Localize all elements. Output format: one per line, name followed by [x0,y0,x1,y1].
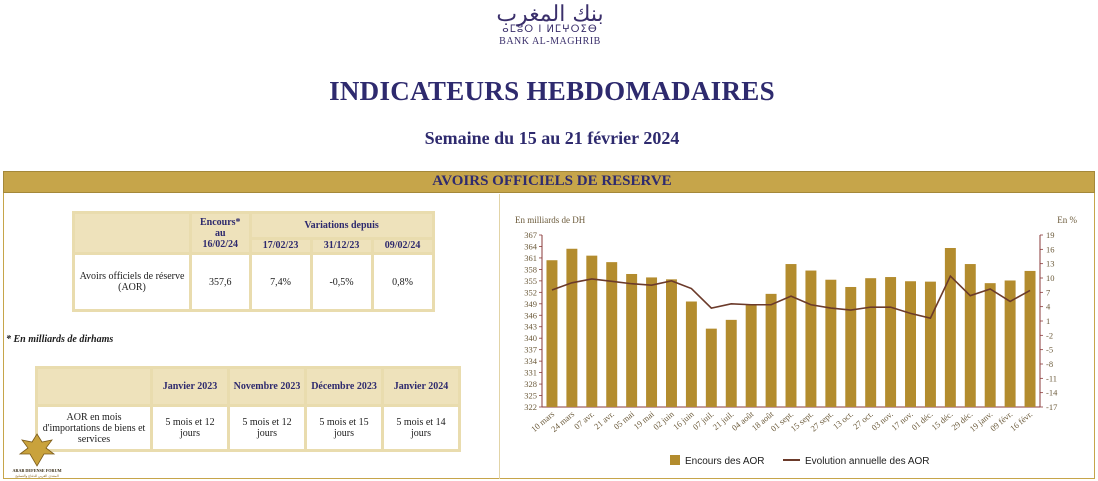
right-tick-label: -5 [1046,344,1054,355]
right-tick-label: 16 [1046,244,1055,255]
aor-table-corner [75,214,189,252]
page-subtitle: Semaine du 15 au 21 février 2024 [424,128,680,148]
left-tick-label: 325 [524,390,537,401]
legend-bar-label: Encours des AOR [685,456,765,467]
import-months-table [35,366,461,452]
right-tick-label: -14 [1046,387,1058,398]
right-tick-label: -17 [1046,402,1058,412]
legend-line-label: Evolution annuelle des AOR [805,456,930,467]
chart-bar [805,271,816,407]
section-divider [499,194,500,479]
import-months-value: 5 mois et 15 jours [307,407,381,449]
x-tick-label: 21 juil. [710,408,736,433]
period-header: Novembre 2023 [230,369,304,404]
chart-bar [566,249,577,407]
chart-bar [965,264,976,407]
left-tick-label: 355 [524,275,537,286]
x-tick-label: 19 janv. [967,408,995,434]
left-tick-label: 361 [524,252,537,263]
chart-bar [925,282,936,407]
x-tick-label: 16 juin [670,408,696,432]
x-tick-label: 03 nov. [869,408,895,433]
x-tick-label: 27 oct. [850,408,875,432]
left-tick-label: 337 [524,344,537,355]
logo-arabic: بنك المغرب [496,2,604,27]
chart-bar [686,302,697,407]
chart-bar [706,329,717,407]
eagle-icon [20,434,54,466]
x-tick-label: 02 juin [651,408,676,432]
encours-label: Encours* au [200,216,241,239]
right-tick-label: -11 [1046,373,1058,384]
variation-date: 17/02/23 [252,240,310,252]
period-header: Janvier 2024 [384,369,458,404]
left-tick-label: 358 [524,264,537,275]
chart-bar [1025,271,1036,407]
right-tick-label: 1 [1046,316,1051,326]
chart-bar [646,277,657,407]
chart-bar [885,277,896,407]
x-tick-label: 29 déc. [949,408,975,433]
variation-value: 0,8% [374,255,432,309]
encours-header [192,214,249,252]
x-tick-label: 15 déc. [929,408,955,433]
chart-bar [766,294,777,407]
x-tick-label: 16 févr. [1008,408,1035,434]
aor-row-label: Avoirs officiels de réserve (AOR) [75,255,189,309]
chart-bar [606,262,617,407]
left-tick-label: 340 [524,333,537,344]
left-tick-label: 334 [524,356,537,367]
import-months-value: 5 mois et 12 jours [230,407,304,449]
left-tick-label: 367 [524,230,537,240]
left-tick-label: 352 [524,287,537,298]
aor-chart [505,200,1090,475]
period-header: Décembre 2023 [307,369,381,404]
x-tick-label: 07 avr. [571,408,597,432]
left-tick-label: 349 [524,298,537,309]
x-tick-label: 27 sept. [808,408,836,434]
right-tick-label: 13 [1046,258,1055,269]
left-tick-label: 364 [524,241,537,252]
right-tick-label: 10 [1046,273,1055,283]
x-tick-label: 19 mai [631,408,656,432]
left-tick-label: 346 [524,310,537,321]
chart-bar [546,260,557,407]
chart-bar [626,274,637,407]
x-tick-label: 18 août [749,408,776,433]
aor-table [72,211,435,312]
page-title: INDICATEURS HEBDOMADAIRES [329,76,775,106]
variation-value: 7,4% [252,255,310,309]
variation-value: -0,5% [313,255,371,309]
chart-legend [670,455,930,467]
x-tick-label: 15 sept. [788,408,816,434]
left-tick-label: 331 [524,367,537,378]
watermark-text-arabic: المنتدى العربي للدفاع والتسليح [15,474,59,478]
chart-bar [746,304,757,407]
x-tick-label: 04 août [729,408,756,433]
period-header: Janvier 2023 [153,369,227,404]
x-tick-label: 21 avr. [591,408,617,432]
encours-value: 357,6 [192,255,249,309]
left-tick-label: 322 [524,402,537,412]
section-title: AVOIRS OFFICIELS DE RESERVE [432,173,672,189]
x-tick-label: 13 oct. [830,408,856,432]
chart-bar [865,278,876,407]
watermark-text: ARAB DEFENSE FORUM [12,468,62,473]
logo-tifinagh: ⴰⵎⵓⵔ ⵏ ⵍⵎⵖⵔⵉⴱ [502,24,598,35]
variation-date: 09/02/24 [374,240,432,252]
chart-bar [945,248,956,407]
chart-bar [726,320,737,407]
import-table-corner [38,369,150,404]
logo-latin: BANK AL-MAGHRIB [499,36,601,47]
variations-header: Variations depuis [252,214,432,237]
legend-bar-swatch [670,455,680,465]
left-axis-label: En milliards de DH [515,215,586,225]
right-tick-label: 4 [1046,301,1051,312]
chart-bar [905,281,916,407]
left-tick-label: 343 [524,321,537,332]
watermark-logo [12,428,62,478]
x-tick-label: 01 déc. [909,408,935,433]
chart-bar [666,279,677,407]
variation-date: 31/12/23 [313,240,371,252]
right-tick-label: 19 [1046,230,1055,240]
chart-bar [845,287,856,407]
chart-bar [825,280,836,407]
x-tick-label: 01 sept. [768,408,796,434]
right-tick-label: -2 [1046,330,1054,341]
import-months-value: 5 mois et 14 jours [384,407,458,449]
x-tick-label: 05 mai [611,408,636,432]
encours-date: 16/02/24 [202,238,239,250]
import-row-label: AOR en mois d'importations de biens et services [38,407,150,449]
x-tick-label: 07 juil. [690,408,716,433]
x-tick-label: 09 févr. [988,408,1015,434]
left-tick-label: 328 [524,379,537,390]
import-months-value: 5 mois et 12 jours [153,407,227,449]
x-tick-label: 17 nov. [889,408,915,433]
right-tick-label: -8 [1046,359,1054,369]
right-tick-label: 7 [1046,287,1051,298]
units-note: * En milliards de dirhams [6,334,114,345]
x-tick-label: 10 mars [529,408,557,434]
chart-bar [786,264,797,407]
chart-bar [985,283,996,407]
x-tick-label: 24 mars [548,408,577,434]
right-axis-label: En % [1057,215,1077,225]
